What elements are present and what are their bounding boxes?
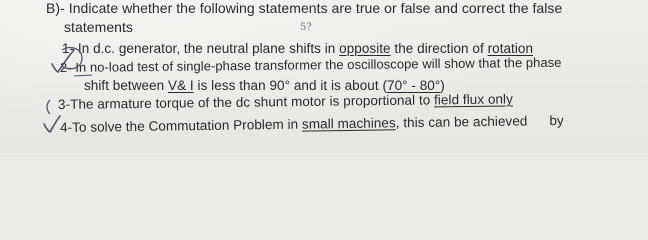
statement-2-cont-prefix: shift between xyxy=(84,78,169,93)
statement-1-mid: the direction of xyxy=(390,41,488,56)
handwritten-mark: 5? xyxy=(300,22,312,33)
statement-1-underline-opposite: opposite xyxy=(339,41,391,56)
statement-1 xyxy=(62,41,533,56)
heading-cont-text: statements xyxy=(64,19,133,35)
statement-2-underline-range: 70° - 80° xyxy=(387,78,441,93)
statement-1-text: 1- In d.c. generator, the neutral plane shifts in xyxy=(62,41,340,56)
bracket-mark-icon xyxy=(47,100,50,114)
statement-3-text: 3-The armature torque of the dc shunt motor is proportional to xyxy=(57,92,435,112)
statement-2-text: 2- In no-load test of single-phase transformer the oscilloscope will show that the phase xyxy=(59,54,562,75)
degree-symbol: ° xyxy=(284,78,291,93)
section-heading xyxy=(46,1,562,16)
statement-1-underline-rotation: rotation xyxy=(487,41,534,56)
statement-2-cont-suffix: and it is about ( xyxy=(290,78,388,93)
statement-2 xyxy=(60,55,562,75)
statement-2-cont-mid: is less than 90 xyxy=(193,78,285,93)
statement-4-suffix: , this can be achieved xyxy=(395,113,528,131)
statement-2-continuation xyxy=(84,78,445,93)
statement-2-cont-end: ) xyxy=(440,78,445,93)
statement-3-underline-field-flux: field flux only xyxy=(433,91,513,108)
section-heading-continuation xyxy=(64,20,133,35)
check-mark-icon xyxy=(44,116,60,132)
statement-4-tail: by xyxy=(549,112,564,129)
heading-text: B)- Indicate whether the following statements are true or false and correct the false xyxy=(46,0,563,16)
statement-3 xyxy=(58,91,513,112)
statement-2-underline-vi: V& I xyxy=(168,78,194,93)
statement-4-underline-small-machines: small machines xyxy=(301,115,396,132)
pen-underline-icon xyxy=(74,75,92,76)
statement-4 xyxy=(60,113,564,135)
statement-4-text: 4-To solve the Commutation Problem in xyxy=(59,116,303,135)
